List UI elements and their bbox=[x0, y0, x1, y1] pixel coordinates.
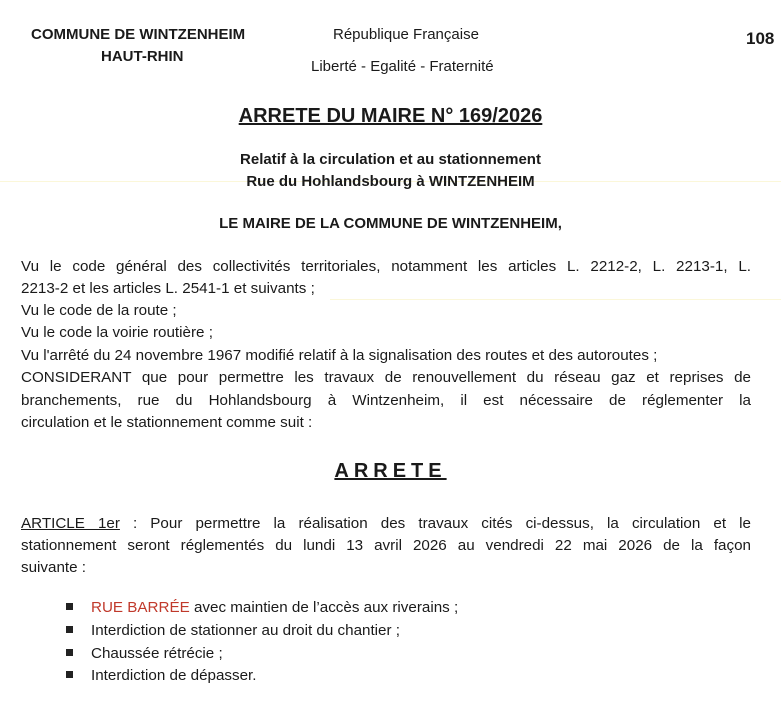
scan-artifact-line bbox=[330, 299, 781, 300]
commune-name: COMMUNE DE WINTZENHEIM bbox=[31, 26, 246, 43]
decree-title: ARRETE DU MAIRE N° 169/2026 bbox=[238, 105, 543, 127]
republic-motto: Liberté - Egalité - Fraternité bbox=[311, 58, 494, 75]
authority-statement: LE MAIRE DE LA COMMUNE DE WINTZENHEIM, bbox=[219, 215, 562, 232]
bullet-icon bbox=[66, 649, 73, 656]
preamble-line: Vu l'arrêté du 24 novembre 1967 modifié relatif à la signalisation des routes et des autoroutes ; bbox=[21, 347, 658, 364]
measure-item-3: Chaussée rétrécie ; bbox=[91, 645, 223, 662]
article-1-line3: suivante : bbox=[21, 559, 87, 576]
bullet-icon bbox=[66, 626, 73, 633]
preamble-line: 2213-2 et les articles L. 2541-1 et suivants ; bbox=[21, 280, 315, 297]
article-1-line2: stationnement seront réglementés du lundi 13 avril 2026 au vendredi 22 mai 2026 de la façon bbox=[21, 537, 751, 554]
considerant-line: circulation et le stationnement comme suit : bbox=[21, 414, 313, 431]
considerant-line: branchements, rue du Hohlandsbourg à Wintzenheim, il est nécessaire de réglementer la bbox=[21, 392, 751, 409]
bullet-icon bbox=[66, 603, 73, 610]
republic-label: République Française bbox=[333, 26, 479, 43]
road-closed-highlight: RUE BARRÉE bbox=[91, 599, 190, 616]
considerant-line: CONSIDERANT que pour permettre les travaux de renouvellement du réseau gaz et reprises de bbox=[21, 369, 751, 386]
decision-heading: ARRETE bbox=[334, 460, 447, 482]
page-number: 108 bbox=[746, 29, 775, 48]
preamble-line: Vu le code la voirie routière ; bbox=[21, 324, 213, 341]
decree-subject-line1: Relatif à la circulation et au stationnement bbox=[240, 151, 541, 168]
department-name: HAUT-RHIN bbox=[101, 48, 184, 65]
article-1-line1 bbox=[21, 515, 751, 532]
measure-item-4: Interdiction de dépasser. bbox=[91, 667, 257, 684]
article-1-label: ARTICLE 1er bbox=[21, 515, 120, 532]
bullet-icon bbox=[66, 671, 73, 678]
measure-item-1-text: avec maintien de l’accès aux riverains ; bbox=[189, 599, 459, 616]
measure-item-2: Interdiction de stationner au droit du chantier ; bbox=[91, 622, 401, 639]
decree-subject-line2: Rue du Hohlandsbourg à WINTZENHEIM bbox=[246, 173, 535, 190]
article-1-text: : Pour permettre la réalisation des travaux cités ci-dessus, la circulation et le bbox=[119, 515, 751, 532]
measure-item-1 bbox=[91, 600, 458, 615]
preamble-line: Vu le code de la route ; bbox=[21, 302, 177, 319]
preamble-line: Vu le code général des collectivités territoriales, notamment les articles L. 2212-2, L. 2213-1, L. bbox=[21, 258, 751, 275]
